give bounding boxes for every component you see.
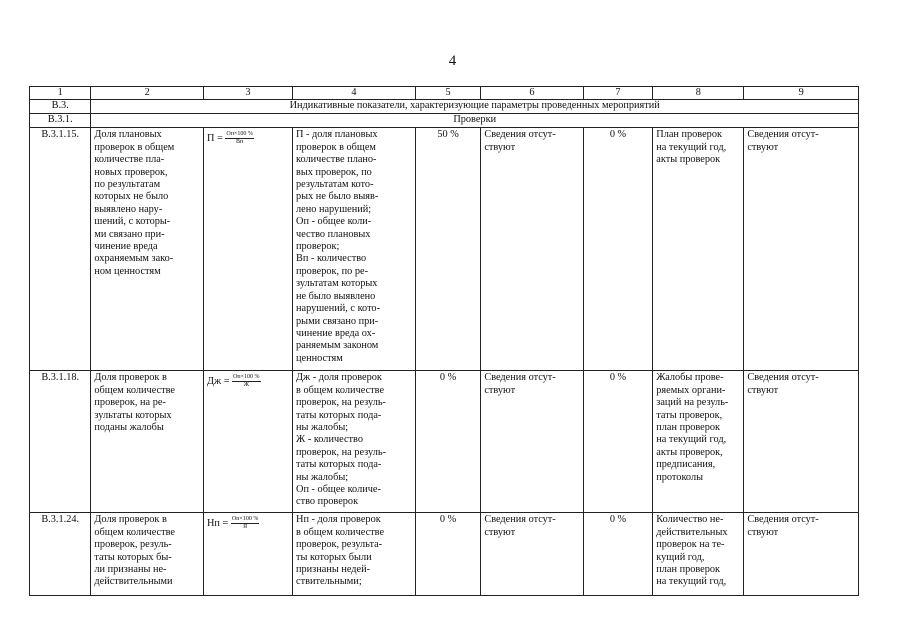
text-line: зультаты которых [94,409,172,421]
indicator-target: 50 % [415,128,481,371]
text-line: не было выявлено [296,290,376,302]
text-line: действительных [656,526,728,538]
indicator-col7: 0 % [583,513,653,596]
text-line: Ж - количество [296,434,363,446]
text-line: рыми связано при- [296,315,379,327]
text-line: ряемых органи- [656,384,726,396]
text-line: таты которых пода- [296,409,382,421]
column-header-row [30,87,859,100]
text-line: ствуют [484,384,516,396]
column-number: 8 [653,87,744,100]
page-number: 4 [448,53,457,69]
text-line: Сведения отсут- [747,129,819,141]
indicator-row [30,128,859,371]
text-line: Оп - общее количе- [296,484,381,496]
text-line: предписания, [656,459,716,471]
indicator-col7: 0 % [583,371,653,513]
text-line: кущий год, [656,551,705,563]
text-line: ствуют [747,384,779,396]
text-line: Сведения отсут- [747,514,819,526]
text-line: результатам кото- [296,179,374,191]
indicator-code: В.3.1.18. [30,371,91,513]
formula-lhs: Дж = [206,376,233,388]
indicator-row [30,513,859,596]
formula-denominator: Я [243,524,248,531]
column-number: 9 [744,87,859,100]
text-line: количестве пла- [94,154,165,166]
indicator-name [91,513,204,596]
text-line: на текущий год, [656,576,727,588]
formula-fraction [231,516,259,531]
indicator-definition [293,371,416,513]
indicator-col7: 0 % [583,128,653,371]
text-line: на текущий год, [656,434,727,446]
formula-lhs: П = [206,133,226,145]
text-line: ствуют [484,141,516,153]
text-line: ствительными; [296,576,362,588]
text-line: Количество не- [656,514,724,526]
text-line: которых не было [94,191,169,203]
text-line: проверок, результа- [296,539,383,551]
section-row [30,100,859,114]
column-number: 5 [415,87,481,100]
indicator-target: 0 % [415,513,481,596]
text-line: чинение вреда ох- [296,327,376,339]
indicator-col6 [481,371,583,513]
text-line: план проверок [656,422,721,434]
indicator-code: В.3.1.15. [30,128,91,371]
formula-numerator: Оп×100 % [231,516,259,523]
text-line: вых проверок, по [296,166,372,178]
text-line: зультатам которых [296,278,378,290]
column-number: 7 [583,87,653,100]
text-line: в общем количестве [296,526,385,538]
indicator-source [653,513,744,596]
text-line: лено нарушений; [296,203,372,215]
indicator-col6 [481,513,583,596]
text-line: ты которых были [296,551,372,563]
text-line: Доля плановых [94,129,162,141]
text-line: на текущий год, [656,141,727,153]
text-line: Доля проверок в [94,372,167,384]
text-line: проверок в общем [94,141,175,153]
text-line: количестве плано- [296,154,377,166]
indicator-name [91,128,204,371]
indicator-col9 [744,371,859,513]
text-line: план проверок [656,564,721,576]
indicator-col6 [481,128,583,371]
text-line: ство проверок [296,496,359,508]
text-line: таты которых бы- [94,551,172,563]
text-line: нарушений, с кото- [296,303,381,315]
text-line: акты проверок [656,154,721,166]
formula-fraction [232,374,260,389]
text-line: проверок, по ре- [296,265,369,277]
text-line: ствуют [747,141,779,153]
indicator-code: В.3.1.24. [30,513,91,596]
indicator-formula [203,513,292,596]
subsection-row [30,114,859,128]
formula-denominator: Ж [243,382,249,389]
text-line: поданы жалобы [94,422,164,434]
text-line: протоколы [656,471,703,483]
formula-lhs: Нп = [206,518,231,530]
text-line: ствуют [484,526,516,538]
text-line: Оп - общее коли- [296,216,372,228]
text-line: чинение вреда [94,241,158,253]
text-line: раняемым законом [296,340,379,352]
text-line: проверок на те- [656,539,725,551]
column-number: 3 [203,87,292,100]
section-title: Индикативные показатели, характеризующие параметры проведенных мероприятий [91,100,859,114]
text-line: ны жалобы; [296,471,349,483]
indicator-definition [293,128,416,371]
text-line: таты проверок, [656,409,723,421]
formula-fraction [225,131,253,146]
indicator-name [91,371,204,513]
text-line: ми связано при- [94,228,165,240]
indicator-col9 [744,128,859,371]
formula-numerator: Оп×100 % [226,131,253,138]
text-line: действительными [94,576,173,588]
indicator-col9 [744,513,859,596]
text-line: проверок; [296,241,340,253]
text-line: проверок в общем [296,141,376,153]
indicator-target: 0 % [415,371,481,513]
text-line: Жалобы прове- [656,372,724,384]
text-line: ли признаны не- [94,564,167,576]
text-line: Доля проверок в [94,514,167,526]
text-line: Сведения отсут- [747,372,819,384]
text-line: Сведения отсут- [484,372,556,384]
text-line: Вп - количество [296,253,367,265]
indicator-source [653,128,744,371]
formula-numerator: Оп×100 % [233,374,260,381]
subsection-code: В.3.1. [30,114,91,128]
text-line: выявлено нару- [94,203,163,215]
text-line: Дж - доля проверок [296,372,382,384]
text-line: ствуют [747,526,779,538]
text-line: ны жалобы; [296,422,349,434]
text-line: проверок, резуль- [94,539,172,551]
formula-denominator: Вп [236,139,244,146]
column-number: 2 [91,87,204,100]
text-line: новых проверок, [94,166,168,178]
text-line: П - доля плановых [296,129,378,141]
text-line: ценностям [296,352,343,364]
text-line: признаны недей- [296,564,371,576]
text-line: проверок, на ре- [94,397,166,409]
text-line: общем количестве [94,526,175,538]
indicator-formula [203,371,292,513]
indicator-formula [203,128,292,371]
text-line: Нп - доля проверок [296,514,381,526]
text-line: проверок, на резуль- [296,397,386,409]
text-line: заций на резуль- [656,397,729,409]
text-line: по результатам [94,179,161,191]
text-line: План проверок [656,129,722,141]
column-number: 1 [30,87,91,100]
text-line: акты проверок, [656,446,723,458]
text-line: рых не было выяв- [296,191,379,203]
indicator-definition [293,513,416,596]
column-number: 6 [481,87,583,100]
column-number: 4 [293,87,416,100]
text-line: в общем количестве [296,384,385,396]
text-line: проверок, на резуль- [296,446,386,458]
text-line: охраняемым зако- [94,253,174,265]
text-line: таты которых пода- [296,459,382,471]
indicator-row [30,371,859,513]
text-line: общем количестве [94,384,175,396]
indicators-table [29,86,859,596]
text-line: Сведения отсут- [484,514,556,526]
section-code: В.3. [30,100,91,114]
indicator-source [653,371,744,513]
text-line: чество плановых [296,228,371,240]
text-line: ном ценностям [94,265,161,277]
text-line: шений, с которы- [94,216,171,228]
text-line: Сведения отсут- [484,129,556,141]
subsection-title: Проверки [91,114,859,128]
